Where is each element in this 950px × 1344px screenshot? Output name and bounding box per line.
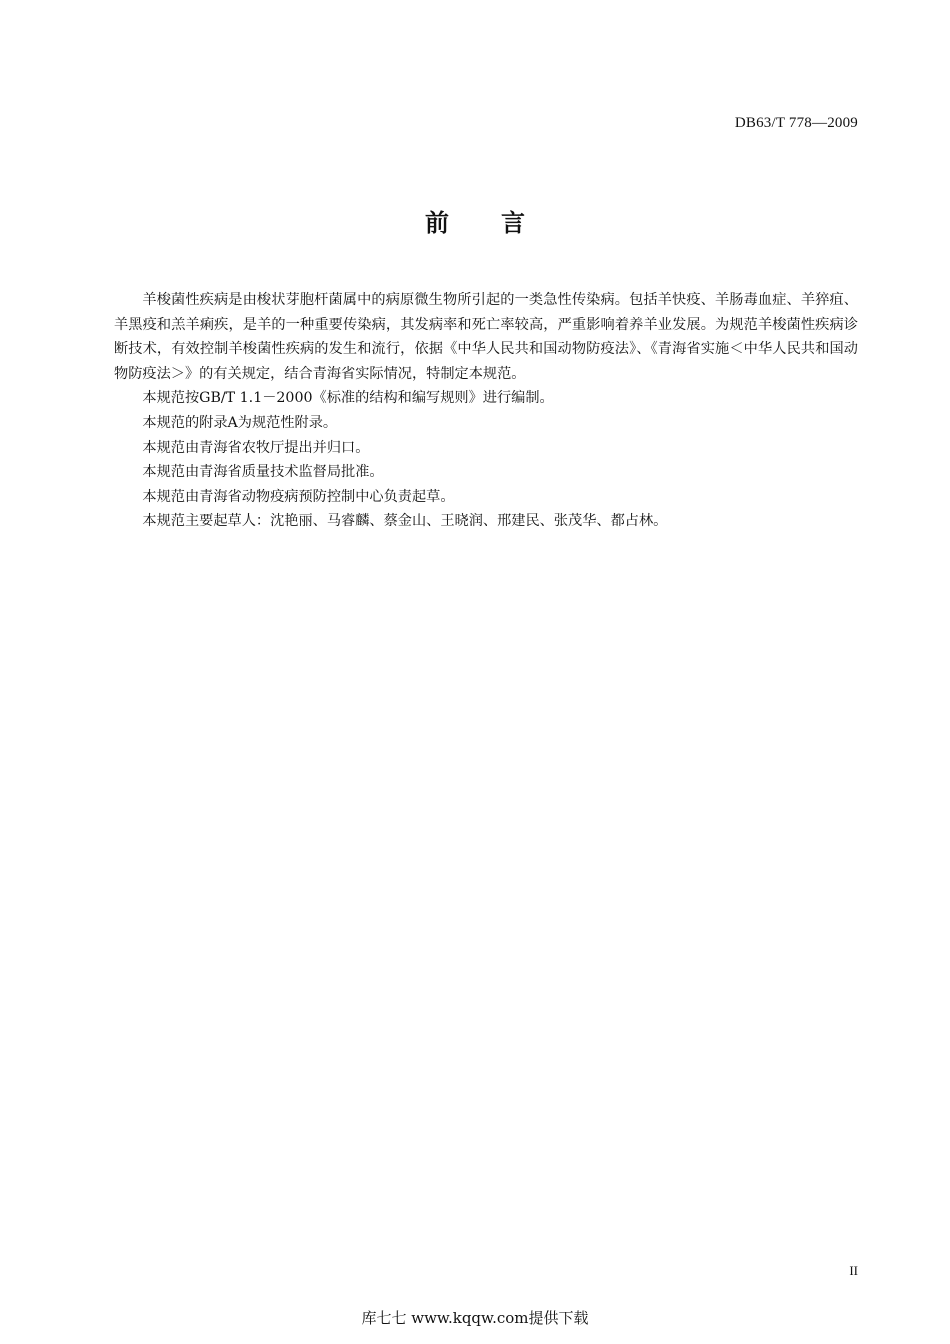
page-title: 前言 <box>425 209 577 237</box>
paragraph-drafting-unit: 本规范由青海省动物疫病预防控制中心负责起草。 <box>142 488 455 505</box>
download-footer: 库七七 www.kqqw.com提供下载 <box>361 1309 589 1327</box>
paragraph-appendix: 本规范的附录A为规范性附录。 <box>142 414 338 431</box>
paragraph-proposer: 本规范由青海省农牧厅提出并归口。 <box>142 439 370 456</box>
paragraph-drafters: 本规范主要起草人：沈艳丽、马睿麟、蔡金山、王晓润、邢建民、张茂华、都占林。 <box>142 513 668 530</box>
foreword-body <box>114 288 858 534</box>
paragraph-approver: 本规范由青海省质量技术监督局批准。 <box>142 464 384 481</box>
paragraph-intro: 羊梭菌性疾病是由梭状芽胞杆菌属中的病原微生物所引起的一类急性传染病。包括羊快疫、羊肠毒血症、羊猝疽、羊黑疫和羔羊痢疾，是羊的一种重要传染病，其发病率和死亡率较高，严重影响着养羊业发展。为规范羊梭菌性疾病诊断技术，有效控制羊梭菌性疾病的发生和流行，依据《中华人民共和国动物防疫法》、《青海省实施＜中华人民共和国动物防疫法＞》的有关规定，结合青海省实际情况，特制定本规范。 <box>114 292 858 382</box>
page-number: II <box>849 1263 858 1278</box>
paragraph-standard-basis: 本规范按GB/T 1.1－2000《标准的结构和编写规则》进行编制。 <box>142 390 554 407</box>
document-code: DB63/T 778—2009 <box>734 115 858 131</box>
